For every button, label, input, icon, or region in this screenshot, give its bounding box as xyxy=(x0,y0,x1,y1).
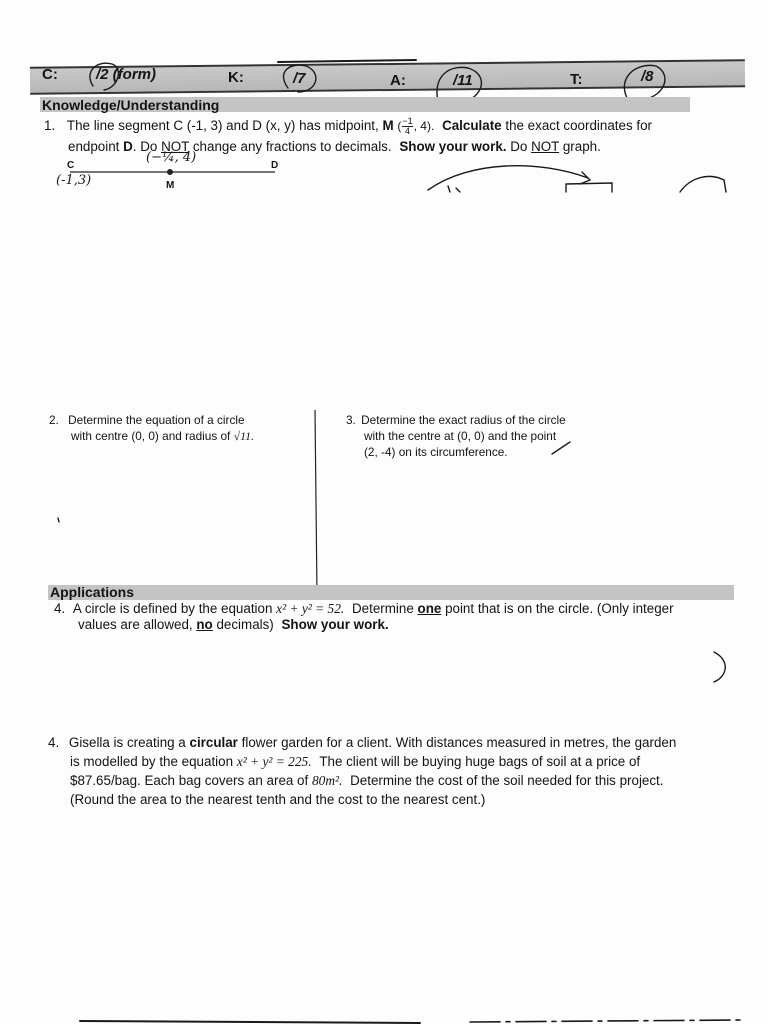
mark-value-a: /11 xyxy=(453,72,473,89)
circle-scribble-c xyxy=(90,63,119,90)
segment-diagram xyxy=(70,169,275,175)
q4b-number: 4. xyxy=(48,735,60,750)
circle-scribble-k xyxy=(283,65,315,92)
midpoint-coords: ( −1 4 , 4 ). xyxy=(397,116,435,136)
mark-label-c: C: xyxy=(42,66,58,83)
handwritten-m: (−¼, 4) xyxy=(146,150,197,165)
point-c-label: C xyxy=(67,160,75,171)
point-d-label: D xyxy=(271,160,279,171)
question-divider xyxy=(315,410,317,596)
handwritten-c: (-1,3) xyxy=(56,173,92,188)
question-3: 3. Determine the exact radius of the circle with the centre at (0, 0) and the point (2, -4) on its circumference. xyxy=(346,413,566,459)
question-1-line2: endpoint D. Do NOT change any fractions to decimals. Show your work. Do NOT graph. xyxy=(68,139,601,154)
q2-radius: √11. xyxy=(233,429,254,443)
q2-number: 2. xyxy=(49,413,59,427)
circle-scribble-t xyxy=(624,65,665,100)
q3-number: 3. xyxy=(346,413,356,427)
mark-value-t: /8 xyxy=(641,68,654,85)
section-band-applications xyxy=(48,585,734,600)
question-4-garden: 4. Gisella is creating a circular flower garden for a client. With distances measured in metres, the garden is modelled by the equation x² + y² = 225. The client will be buying huge bags of soil at a price of $87.65/bag. Each bag covers an area of 80m². Determine the cost of the soil needed for this project. (Round the area to the nearest tenth and the cost to the nearest cent.) xyxy=(48,735,677,807)
section-title-applications: Applications xyxy=(50,584,135,600)
point-m-label: M xyxy=(166,180,175,191)
section-title-knowledge: Knowledge/Understanding xyxy=(42,97,220,113)
mark-label-k: K: xyxy=(228,69,244,86)
question-4-circle-point-line2: values are allowed, no decimals) Show your work. xyxy=(78,617,389,632)
arrow-sketch xyxy=(428,166,588,190)
mark-label-t: T: xyxy=(570,71,583,88)
mark-value-c: /2 (form) xyxy=(96,66,156,83)
question-2: 2. Determine the equation of a circle with centre (0, 0) and radius of √11. xyxy=(49,413,254,443)
mark-value-k: /7 xyxy=(293,70,306,87)
mark-label-a: A: xyxy=(390,72,406,89)
q1-number: 1. xyxy=(44,118,56,133)
question-4-circle-point: 4. A circle is defined by the equation x² + y² = 52. Determine one point that is on the circle. (Only integer xyxy=(54,601,674,616)
question-1: 1. The line segment C (-1, 3) and D (x, y) has midpoint, M ( −1 4 , 4 ). Calculate the exact coordinates for xyxy=(44,116,652,136)
q4a-number: 4. xyxy=(54,601,66,616)
